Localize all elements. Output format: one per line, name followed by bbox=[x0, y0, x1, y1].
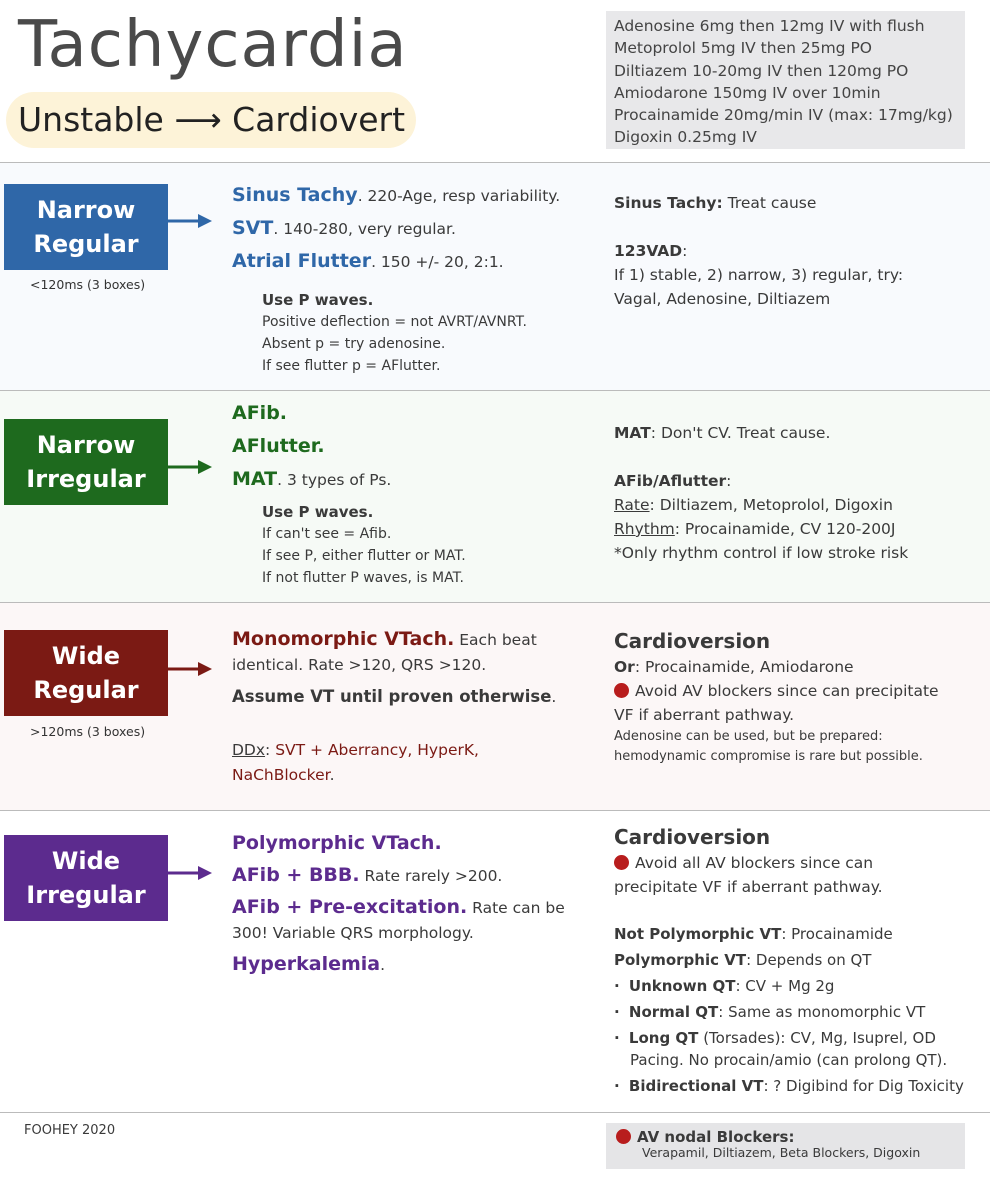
wide-irregular-label: Wide Irregular bbox=[4, 835, 168, 921]
diagnoses: Sinus Tachy. 220-Age, resp variability. SVT. 140-280, very regular. Atrial Flutter. 150 +/- 20, 2:1. Use P waves. Positive deflection = not AVRT/AVNRT. Absent p = try adenosine. If see flutter p = AFlutter. bbox=[232, 183, 602, 377]
page-title: Tachycardia bbox=[18, 8, 408, 82]
section-narrow-regular bbox=[0, 162, 990, 390]
qrs-width-note: >120ms (3 boxes) bbox=[30, 724, 146, 739]
dose-item: Procainamide 20mg/min IV (max: 17mg/kg) bbox=[614, 106, 953, 125]
diagnoses: AFib. AFlutter. MAT. 3 types of Ps. Use P waves. If can't see = Afib. If see P, either flutter or MAT. If not flutter P waves, is MAT. bbox=[232, 401, 602, 589]
diagnoses: Monomorphic VTach. Each beat identical. Rate >120, QRS >120. Assume VT until proven otherwise. DDx: SVT + Aberrancy, HyperK, NaChBlocker. bbox=[232, 628, 557, 784]
p-wave-tips: Use P waves. Positive deflection = not AVRT/AVNRT. Absent p = try adenosine. If see flutter p = AFlutter. bbox=[262, 291, 527, 374]
treatment: Cardioversion Avoid all AV blockers since can precipitate VF if aberrant pathway. Not Polymorphic VT: Procainamide Polymorphic VT: Depends on QT · Unknown QT: CV + Mg 2g · Normal QT: Same as monomorphic VT · Long QT (Torsades): CV, Mg, Isuprel, OD Pacing. No procain/amio (can prolong QT). · Bidirectional VT: ? Digibind for Dig Toxicity bbox=[614, 823, 990, 1099]
section-wide-irregular bbox=[0, 810, 990, 1112]
diagnoses: Polymorphic VTach. AFib + BBB. Rate rarely >200. AFib + Pre-excitation. Rate can be 300! Variable QRS morphology. Hyperkalemia. bbox=[232, 832, 565, 975]
arrow-right-icon bbox=[168, 457, 212, 477]
dose-item: Diltiazem 10-20mg IV then 120mg PO bbox=[614, 61, 909, 80]
dose-item: Metoprolol 5mg IV then 25mg PO bbox=[614, 39, 872, 58]
qrs-width-note: <120ms (3 boxes) bbox=[30, 277, 146, 292]
dose-item: Digoxin 0.25mg IV bbox=[614, 128, 757, 147]
av-blocker-dot-icon bbox=[616, 1129, 631, 1144]
unstable-label: Unstable bbox=[18, 100, 164, 139]
av-blocker-dot-icon bbox=[614, 683, 629, 698]
dosing-box bbox=[606, 11, 965, 149]
treatment: MAT: Don't CV. Treat cause. AFib/Aflutter: Rate: Diltiazem, Metoprolol, Digoxin Rhythm: Procainamide, CV 120-200J *Only rhythm control if low stroke risk bbox=[614, 424, 909, 562]
av-blocker-legend: AV nodal Blockers: Verapamil, Diltiazem, Beta Blockers, Digoxin bbox=[606, 1123, 965, 1169]
credit: FOOHEY 2020 bbox=[24, 1123, 116, 1138]
treatment: Sinus Tachy: Treat cause 123VAD: If 1) stable, 2) narrow, 3) regular, try: Vagal, Adenosine, Diltiazem bbox=[614, 194, 904, 308]
dose-item: Adenosine 6mg then 12mg IV with flush bbox=[614, 17, 925, 35]
treatment: Cardioversion Or: Procainamide, Amiodarone Avoid AV blockers since can precipitate VF if aberrant pathway. Adenosine can be used, but be prepared: hemodynamic compromise is rare but possible. bbox=[614, 629, 939, 764]
section-narrow-irregular bbox=[0, 390, 990, 602]
cardiovert-label: Cardiovert bbox=[232, 100, 406, 139]
dose-item: Amiodarone 150mg IV over 10min bbox=[614, 83, 881, 102]
narrow-irregular-label: Narrow Irregular bbox=[4, 419, 168, 505]
section-wide-regular bbox=[0, 602, 990, 810]
narrow-regular-label: Narrow Regular bbox=[4, 184, 168, 270]
arrow-right-icon bbox=[168, 659, 212, 679]
arrow-right-icon bbox=[168, 863, 212, 883]
p-wave-tips: Use P waves. If can't see = Afib. If see P, either flutter or MAT. If not flutter P waves, is MAT. bbox=[262, 503, 466, 586]
arrow-right-icon: ⟶ bbox=[174, 100, 222, 139]
arrow-right-icon bbox=[168, 211, 212, 231]
av-blocker-dot-icon bbox=[614, 855, 629, 870]
unstable-cardiovert-banner bbox=[6, 92, 416, 148]
wide-regular-label: Wide Regular bbox=[4, 630, 168, 716]
